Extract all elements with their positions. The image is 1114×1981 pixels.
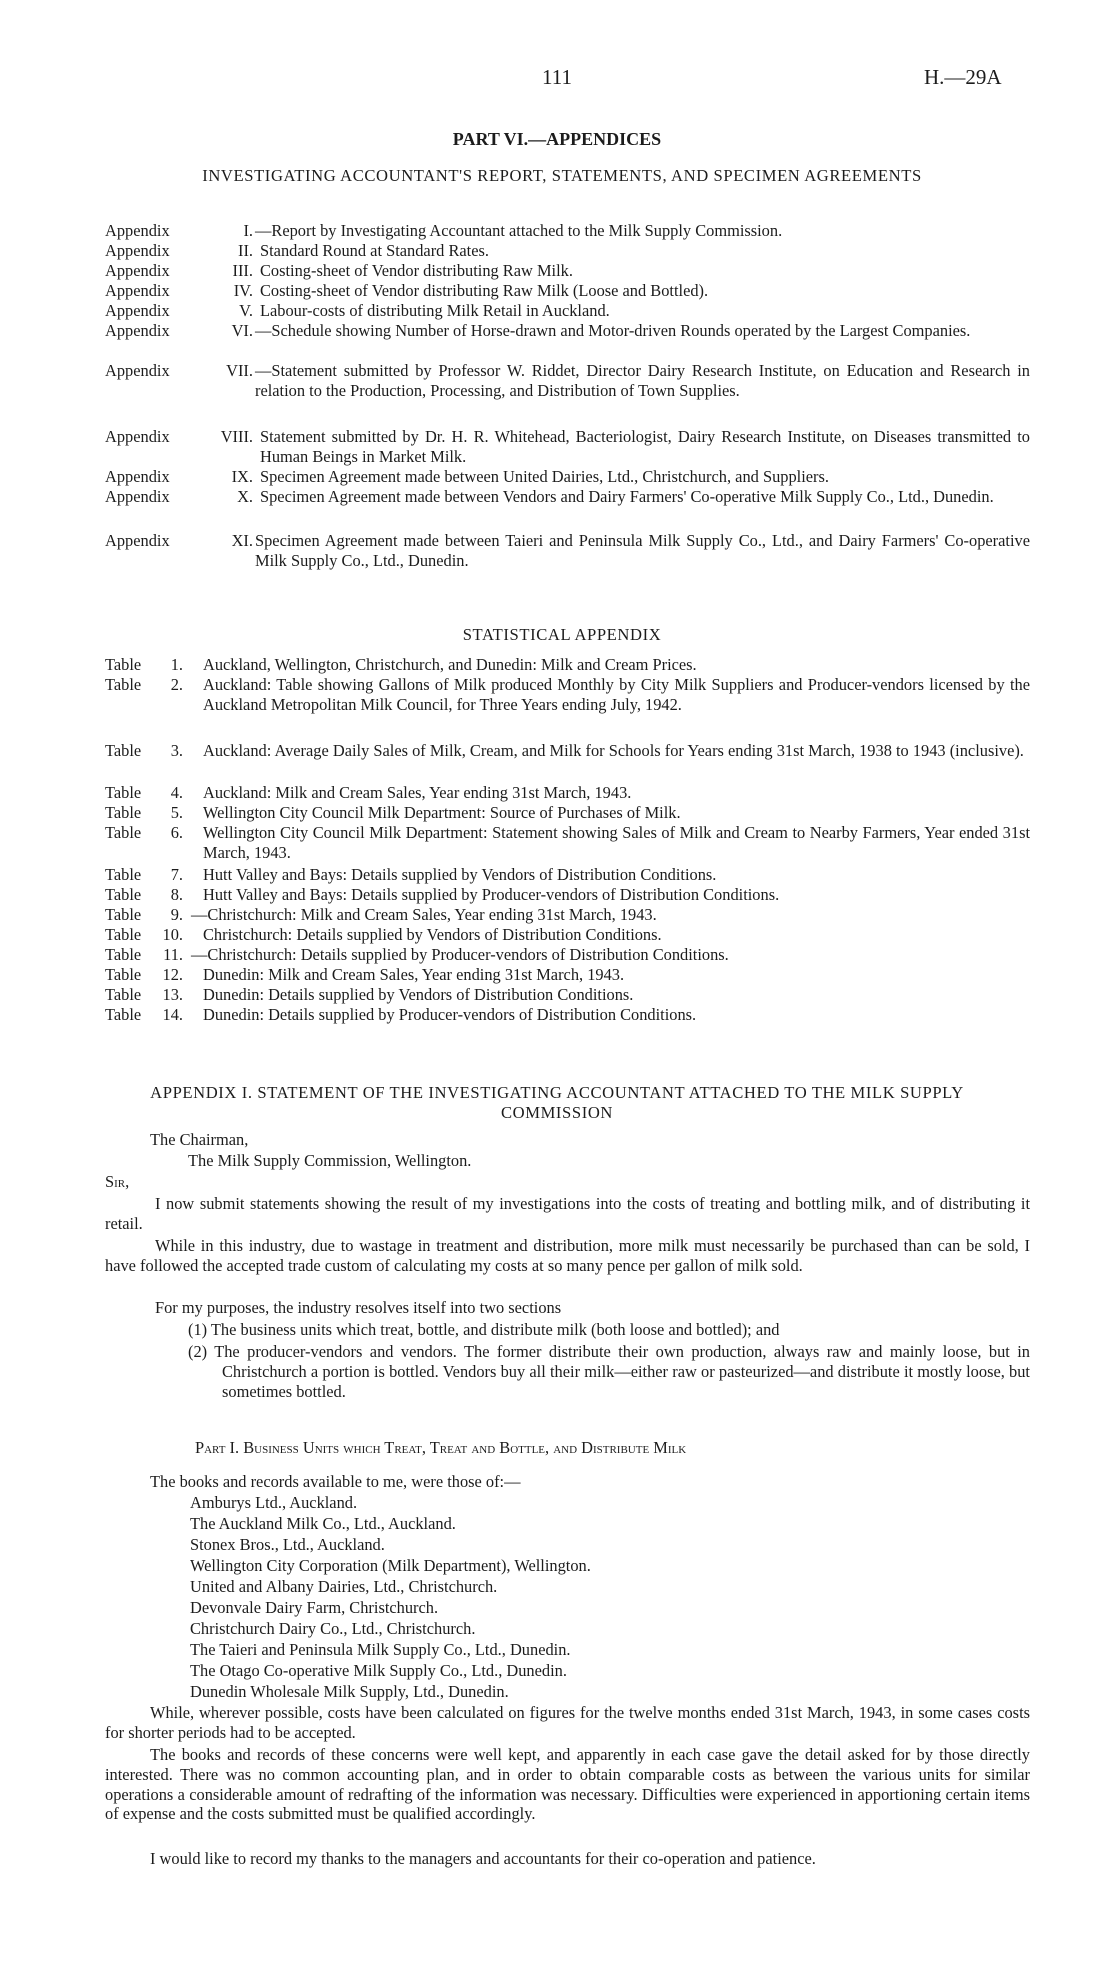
books-intro: The books and records available to me, were those of:—: [150, 1472, 521, 1491]
list-item: Devonvale Dairy Farm, Christchurch.: [190, 1598, 439, 1617]
appendix-item: [105, 467, 1030, 487]
appendix-number: VI.: [231, 321, 253, 340]
appendix-label: Appendix: [105, 301, 170, 320]
appendix-label: Appendix: [105, 531, 170, 550]
table-label: Table: [105, 905, 142, 924]
list-item: United and Albany Dairies, Ltd., Christchurch.: [190, 1577, 498, 1596]
list-item: Stonex Bros., Ltd., Auckland.: [190, 1535, 385, 1554]
table-text: Wellington City Council Milk Department: Statement showing Sales of Milk and Cream to Nearby Farmers, Year ended 31st March, 1943.: [203, 823, 1030, 862]
table-label: Table: [105, 925, 142, 944]
appendix-text: Statement submitted by Dr. H. R. Whitehead, Bacteriologist, Dairy Research Institute, on Diseases transmitted to Human Beings in Market Milk.: [260, 427, 1030, 466]
list-item: Amburys Ltd., Auckland.: [190, 1493, 358, 1512]
table-text: Hutt Valley and Bays: Details supplied by Vendors of Distribution Conditions.: [203, 865, 717, 884]
table-text: Dunedin: Milk and Cream Sales, Year ending 31st March, 1943.: [203, 965, 625, 984]
table-item: [105, 1005, 1030, 1025]
paragraph: I now submit statements showing the result of my investigations into the costs of treating and bottling milk, and of distributing it retail.: [105, 1194, 1030, 1233]
appendix-item: [105, 321, 1030, 361]
table-item: [105, 925, 1030, 945]
table-item: [105, 945, 1030, 965]
appendix-text: Costing-sheet of Vendor distributing Raw Milk (Loose and Bottled).: [260, 281, 709, 300]
table-text: Auckland: Average Daily Sales of Milk, Cream, and Milk for Schools for Years ending 31st March, 1938 to 1943 (inclusive).: [203, 741, 1024, 760]
table-number: 4.: [170, 783, 183, 802]
appendix-text: Standard Round at Standard Rates.: [260, 241, 489, 260]
table-number: 6.: [170, 823, 183, 842]
appendix-item: [105, 301, 1030, 321]
paragraph: While, wherever possible, costs have been calculated on figures for the twelve months ended 31st March, 1943, in some cases costs for shorter periods had to be accepted.: [105, 1703, 1030, 1742]
table-label: Table: [105, 655, 142, 674]
table-item: [105, 823, 1030, 863]
appendix-text: Labour-costs of distributing Milk Retail in Auckland.: [260, 301, 610, 320]
table-item: [105, 985, 1030, 1005]
table-number: 10.: [162, 925, 183, 944]
list-item: The Auckland Milk Co., Ltd., Auckland.: [190, 1514, 456, 1533]
part-subtitle: INVESTIGATING ACCOUNTANT'S REPORT, STATEMENTS, AND SPECIMEN AGREEMENTS: [202, 166, 922, 185]
table-text: Auckland: Table showing Gallons of Milk produced Monthly by City Milk Suppliers and Producer-vendors licensed by the Auckland Metropolitan Milk Council, for Three Years ending July, 1942.: [203, 675, 1030, 714]
table-number: 9.: [170, 905, 183, 924]
table-label: Table: [105, 741, 142, 760]
table-label: Table: [105, 945, 142, 964]
appendix-label: Appendix: [105, 361, 170, 380]
appendix-number: II.: [237, 241, 253, 260]
list-item: The Otago Co-operative Milk Supply Co., Ltd., Dunedin.: [190, 1661, 567, 1680]
page-number: 111: [542, 65, 572, 89]
table-item: [105, 865, 1030, 885]
table-item: [105, 655, 1030, 675]
appendix-label: Appendix: [105, 467, 170, 486]
appendix-item: [105, 427, 1030, 467]
appendix-number: VIII.: [220, 427, 253, 446]
statistical-appendix-title: STATISTICAL APPENDIX: [462, 625, 662, 644]
list-item: Christchurch Dairy Co., Ltd., Christchurch.: [190, 1619, 476, 1638]
salutation-line-2: The Milk Supply Commission, Wellington.: [188, 1151, 472, 1170]
appendix-item: [105, 361, 1030, 421]
paragraph: The books and records of these concerns were well kept, and apparently in each case gave the detail asked for by those directly interested. There was no common accounting plan, and in order to obtain comparable costs as between the various units for similar operations a considerable amount of redrafting of the information was necessary. Difficulties were experienced in apportioning certain items of expense and the costs submitted must be qualified accordingly.: [105, 1745, 1030, 1824]
table-item: [105, 885, 1030, 905]
appendix-text: —Statement submitted by Professor W. Riddet, Director Dairy Research Institute, on Education and Research in relation to the Production, Processing, and Distribution of Town Supplies.: [255, 361, 1030, 400]
appendix-number: IX.: [231, 467, 253, 486]
table-item: [105, 965, 1030, 985]
table-item: [105, 675, 1030, 735]
part-title: PART VI.—APPENDICES: [452, 129, 662, 149]
table-text: Dunedin: Details supplied by Producer-vendors of Distribution Conditions.: [203, 1005, 697, 1024]
table-number: 5.: [170, 803, 183, 822]
table-label: Table: [105, 783, 142, 802]
table-number: 13.: [162, 985, 183, 1004]
appendix-item: [105, 281, 1030, 301]
table-label: Table: [105, 803, 142, 822]
table-label: Table: [105, 865, 142, 884]
appendix-text: Costing-sheet of Vendor distributing Raw Milk.: [260, 261, 573, 280]
table-text: Dunedin: Details supplied by Vendors of Distribution Conditions.: [203, 985, 634, 1004]
paragraph: I would like to record my thanks to the managers and accountants for their co-operation and patience.: [150, 1849, 816, 1868]
table-label: Table: [105, 885, 142, 904]
table-text: Hutt Valley and Bays: Details supplied by Producer-vendors of Distribution Conditions.: [203, 885, 780, 904]
appendix-label: Appendix: [105, 427, 170, 446]
table-number: 14.: [162, 1005, 183, 1024]
table-label: Table: [105, 675, 142, 694]
appendix-label: Appendix: [105, 321, 170, 340]
appendix-number: VII.: [226, 361, 253, 380]
table-label: Table: [105, 985, 142, 1004]
appendix-item: [105, 221, 1030, 241]
table-text: Wellington City Council Milk Department: Source of Purchases of Milk.: [203, 803, 681, 822]
table-item: [105, 905, 1030, 925]
paragraph: While in this industry, due to wastage in treatment and distribution, more milk must necessarily be purchased than can be sold, I have followed the accepted trade custom of calculating my costs at so many pence per gallon of milk sold.: [105, 1236, 1030, 1275]
appendix-text: Specimen Agreement made between Vendors and Dairy Farmers' Co-operative Milk Supply Co., Ltd., Dunedin.: [260, 487, 994, 506]
paragraph: For my purposes, the industry resolves itself into two sections: [155, 1298, 562, 1317]
appendix-number: V.: [239, 301, 253, 320]
document-reference: H.—29A: [924, 65, 1002, 89]
list-item: Dunedin Wholesale Milk Supply, Ltd., Dunedin.: [190, 1682, 509, 1701]
appendix-one-title: APPENDIX I. STATEMENT OF THE INVESTIGATING ACCOUNTANT ATTACHED TO THE MILK SUPPLY COMMISSION: [150, 1083, 964, 1122]
table-number: 2.: [170, 675, 183, 694]
appendix-number: XI.: [231, 531, 253, 550]
table-text: —Christchurch: Details supplied by Producer-vendors of Distribution Conditions.: [191, 945, 729, 964]
section-item: (2) The producer-vendors and vendors. The former distribute their own production, always raw and mainly loose, but in Christchurch a portion is bottled. Vendors buy all their milk—either raw or pasteurized—and distribute it mostly loose, but sometimes bottled.: [188, 1342, 1030, 1401]
appendix-text: Specimen Agreement made between United Dairies, Ltd., Christchurch, and Suppliers.: [260, 467, 829, 486]
appendix-number: X.: [237, 487, 253, 506]
table-label: Table: [105, 823, 142, 842]
appendix-text: —Report by Investigating Accountant attached to the Milk Supply Commission.: [255, 221, 783, 240]
table-number: 7.: [170, 865, 183, 884]
appendix-item: [105, 241, 1030, 261]
table-text: Auckland: Milk and Cream Sales, Year ending 31st March, 1943.: [203, 783, 632, 802]
appendix-item: [105, 261, 1030, 281]
appendix-label: Appendix: [105, 221, 170, 240]
salutation-line-1: The Chairman,: [150, 1130, 249, 1149]
list-item: The Taieri and Peninsula Milk Supply Co., Ltd., Dunedin.: [190, 1640, 571, 1659]
appendix-label: Appendix: [105, 281, 170, 300]
table-number: 8.: [170, 885, 183, 904]
appendix-item: [105, 487, 1030, 527]
table-label: Table: [105, 965, 142, 984]
appendix-label: Appendix: [105, 261, 170, 280]
part-one-heading: Part I. Business Units which Treat, Treat and Bottle, and Distribute Milk: [195, 1438, 687, 1457]
appendix-label: Appendix: [105, 241, 170, 260]
list-item: Wellington City Corporation (Milk Department), Wellington.: [190, 1556, 591, 1575]
table-text: Auckland, Wellington, Christchurch, and Dunedin: Milk and Cream Prices.: [203, 655, 697, 674]
table-label: Table: [105, 1005, 142, 1024]
table-item: [105, 803, 1030, 823]
appendix-number: I.: [243, 221, 253, 240]
table-text: —Christchurch: Milk and Cream Sales, Year ending 31st March, 1943.: [191, 905, 657, 924]
appendix-item: [105, 531, 1030, 571]
table-text: Christchurch: Details supplied by Vendors of Distribution Conditions.: [203, 925, 662, 944]
salutation-sir: Sir,: [105, 1172, 130, 1191]
appendix-number: III.: [232, 261, 253, 280]
appendix-number: IV.: [233, 281, 253, 300]
appendix-label: Appendix: [105, 487, 170, 506]
table-number: 3.: [170, 741, 183, 760]
appendix-text: —Schedule showing Number of Horse-drawn and Motor-driven Rounds operated by the Largest Companies.: [255, 321, 971, 340]
table-number: 12.: [162, 965, 183, 984]
table-item: [105, 783, 1030, 803]
table-item: [105, 741, 1030, 781]
section-item: (1) The business units which treat, bottle, and distribute milk (both loose and bottled); and: [188, 1320, 780, 1339]
table-number: 11.: [163, 945, 183, 964]
table-number: 1.: [170, 655, 183, 674]
appendix-text: Specimen Agreement made between Taieri and Peninsula Milk Supply Co., Ltd., and Dairy Farmers' Co-operative Milk Supply Co., Ltd., Dunedin.: [255, 531, 1030, 570]
